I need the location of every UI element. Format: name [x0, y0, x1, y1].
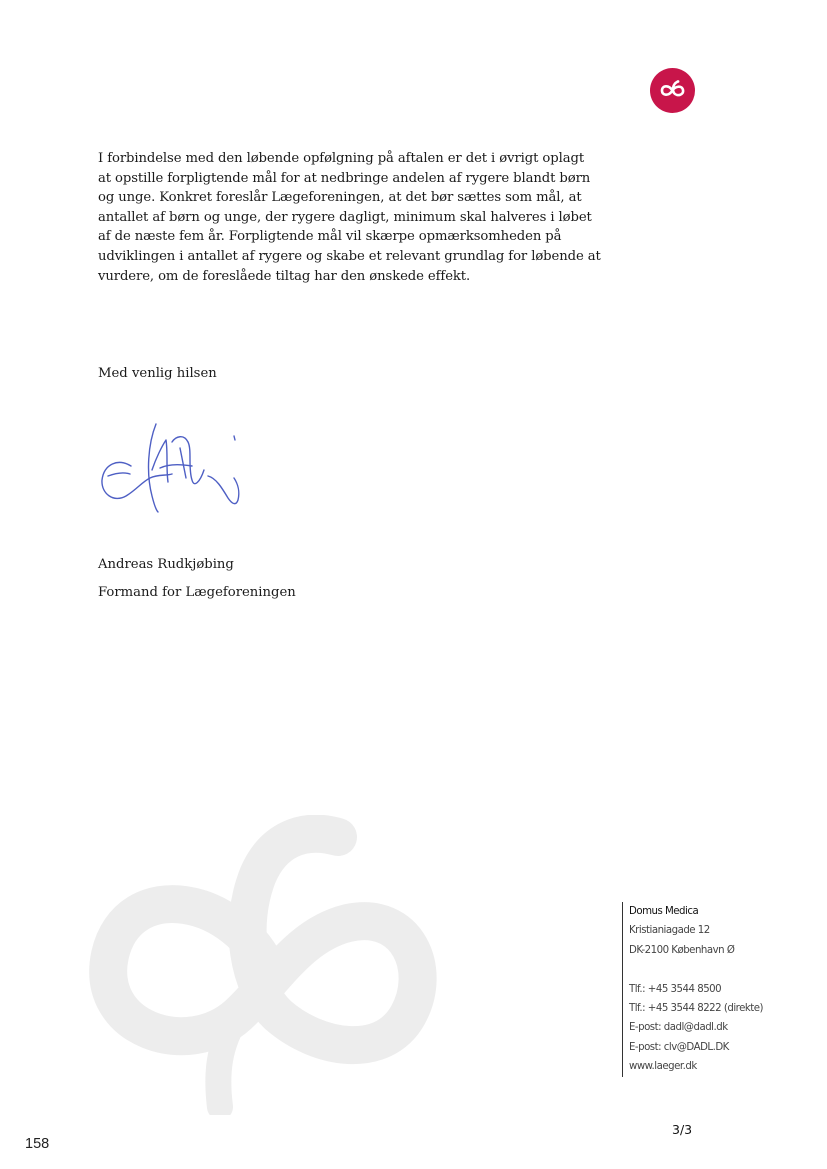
body-line: udviklingen i antallet af rygere og skabe et relevant grundlag for løbende at — [98, 248, 601, 264]
handwritten-signature — [96, 418, 251, 518]
serpent-watermark-icon — [88, 815, 438, 1115]
letter-body — [98, 149, 601, 286]
phone-direct: Tlf.: +45 3544 8222 (direkte) — [629, 1003, 764, 1015]
sender-address-block — [622, 902, 779, 1077]
body-line: I forbindelse med den løbende opfølgning på aftalen er det i øvrigt oplagt — [98, 151, 585, 166]
body-line: og unge. Konkret foreslår Lægeforeningen, at det bør sættes som mål, at — [98, 190, 582, 206]
greeting: Med venlig hilsen — [98, 366, 217, 381]
body-line: vurdere, om de foreslåede tiltag har den ønskede effekt. — [98, 268, 471, 284]
page-indicator: 3/3 — [672, 1122, 693, 1137]
body-line: af de næste fem år. Forpligtende mål vil skærpe opmærksomheden på — [98, 229, 562, 245]
page-number: 158 — [25, 1136, 50, 1152]
signer-name: Andreas Rudkjøbing — [98, 557, 234, 572]
street-address: Kristianiagade 12 — [629, 925, 710, 937]
organization-name: Domus Medica — [629, 906, 699, 917]
body-line: at opstille forpligtende mål for at nedbringe andelen af rygere blandt børn — [98, 170, 591, 186]
phone-number: Tlf.: +45 3544 8500 — [629, 983, 722, 995]
body-line: antallet af børn og unge, der rygere dagligt, minimum skal halveres i løbet — [98, 209, 592, 225]
website-link[interactable]: www.laeger.dk — [629, 1061, 697, 1073]
email-link[interactable]: E-post: dadl@dadl.dk — [629, 1022, 728, 1034]
email-link[interactable]: E-post: clv@DADL.DK — [629, 1041, 729, 1053]
city-address: DK-2100 København Ø — [629, 944, 735, 956]
address-spacer — [629, 960, 779, 979]
serpent-staff-logo-icon — [650, 68, 695, 113]
signer-title: Formand for Lægeforeningen — [98, 585, 296, 600]
